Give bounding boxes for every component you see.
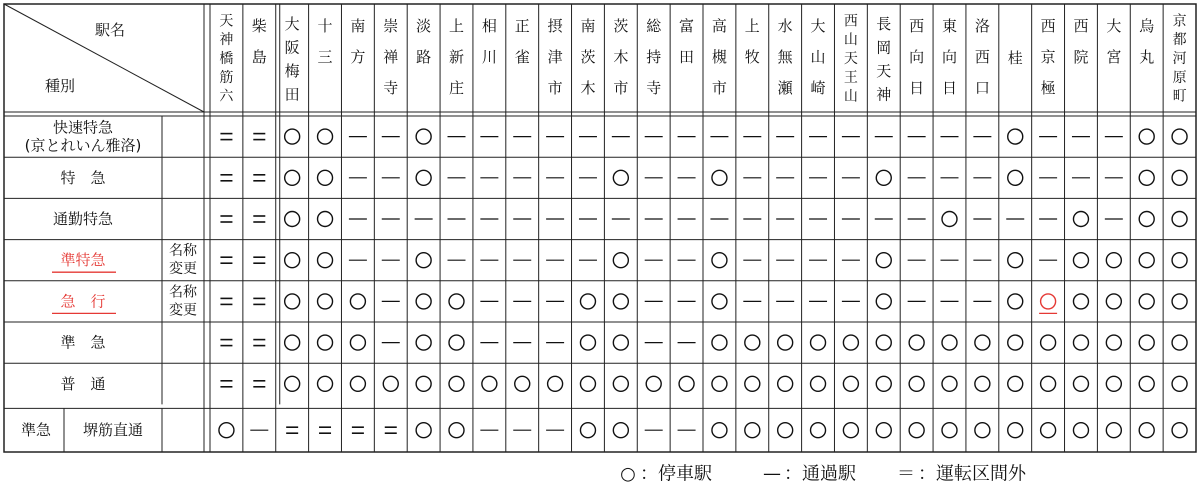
stop-mark: [416, 253, 431, 268]
stop-mark: [613, 253, 628, 268]
stop-mark: [975, 335, 990, 350]
station-label-char: 天: [219, 13, 234, 30]
stop-mark: [909, 376, 924, 391]
stop-mark: [1172, 170, 1187, 185]
train-type-label: 普 通: [60, 374, 106, 393]
stop-mark: [712, 294, 727, 309]
stop-mark: [712, 376, 727, 391]
stop-mark: [1172, 376, 1187, 391]
legend-symbol: ＝: [897, 463, 915, 485]
stop-mark: [679, 376, 694, 391]
stop-mark: [712, 335, 727, 350]
stop-mark: [876, 376, 891, 391]
stop-mark: [1073, 335, 1088, 350]
train-type-label: 通勤特急: [52, 210, 114, 228]
station-label-char: 市: [613, 79, 629, 97]
stop-mark: [449, 376, 464, 391]
station-label-char: 西: [1040, 17, 1056, 35]
station-label-char: 柴: [251, 17, 267, 35]
stop-mark: [318, 335, 333, 350]
station-label-char: 西: [843, 13, 858, 30]
stop-mark: [285, 212, 300, 227]
stop-mark: [1106, 335, 1121, 350]
stop-mark: [745, 335, 760, 350]
station-label-char: 路: [416, 48, 432, 66]
stop-mark: [1073, 212, 1088, 227]
station-label-char: 山: [810, 48, 826, 66]
station-label-char: 橋: [219, 51, 234, 67]
stop-mark: [613, 376, 628, 391]
station-label-char: 筋: [219, 69, 234, 86]
stop-mark: [285, 170, 300, 185]
stop-mark-changed: [1041, 294, 1056, 309]
station-label-char: 王: [843, 69, 858, 86]
station-label-char: 都: [1172, 32, 1187, 49]
station-label-char: 正: [514, 17, 530, 35]
station-label-char: 崇: [383, 17, 399, 35]
station-label-char: 梅: [284, 61, 300, 80]
stop-mark: [876, 335, 891, 350]
station-label-char: 茨: [580, 48, 596, 66]
stop-mark: [318, 294, 333, 309]
stop-mark: [318, 253, 333, 268]
corner-station-label: 駅名: [94, 21, 126, 39]
station-label-char: 六: [219, 88, 234, 105]
station-label-char: 田: [679, 48, 695, 66]
station-label-char: 大: [284, 14, 300, 33]
station-label-char: 極: [1040, 79, 1056, 97]
stop-mark: [1073, 294, 1088, 309]
stop-mark: [383, 376, 398, 391]
stop-mark: [778, 335, 793, 350]
station-label-char: 洛: [974, 17, 990, 35]
station-label-char: 向: [909, 48, 925, 66]
stop-mark: [1139, 253, 1154, 268]
station-label-char: 寺: [383, 79, 399, 97]
station-label-char: 大: [810, 17, 826, 35]
stop-mark: [712, 253, 727, 268]
stop-mark: [1172, 294, 1187, 309]
name-change-note: 変更: [169, 302, 197, 319]
stop-mark: [515, 376, 530, 391]
station-label-char: 相: [481, 17, 497, 35]
stop-mark: [876, 253, 891, 268]
station-label-char: 西: [974, 48, 990, 66]
station-label-char: 庄: [448, 79, 465, 97]
stop-mark: [1172, 129, 1187, 144]
station-label-char: 向: [941, 48, 958, 66]
station-label-char: 京: [1040, 48, 1056, 66]
station-label-char: 河: [1172, 51, 1187, 67]
stop-mark: [1008, 335, 1023, 350]
stop-mark: [1106, 376, 1121, 391]
stop-mark: [350, 376, 365, 391]
station-label-char: 寺: [646, 79, 662, 97]
station-label-char: 崎: [810, 79, 826, 97]
legend-symbol: —: [763, 463, 781, 485]
station-label-char: 山: [843, 88, 858, 105]
stop-mark: [1073, 423, 1088, 438]
station-label-char: 山: [843, 32, 858, 49]
stop-mark: [449, 294, 464, 309]
stop-mark: [580, 335, 595, 350]
stop-mark: [975, 423, 990, 438]
legend-symbol: ○: [620, 463, 636, 485]
station-label-char: 牧: [744, 48, 760, 66]
station-label-char: 持: [646, 48, 662, 66]
stop-mark: [1073, 253, 1088, 268]
station-label-char: 無: [777, 48, 793, 66]
stop-mark: [1139, 212, 1154, 227]
station-label-char: 宮: [1106, 48, 1122, 66]
stop-mark: [942, 335, 957, 350]
train-type-label: 準特急: [60, 251, 106, 270]
stop-mark: [1008, 129, 1023, 144]
station-label-char: 高: [711, 17, 727, 35]
station-label-char: 日: [909, 79, 925, 97]
special-subtype-label: 堺筋直通: [82, 421, 144, 440]
station-label-char: 京: [1172, 13, 1187, 30]
stop-mark: [1041, 335, 1056, 350]
station-label-char: 南: [350, 17, 366, 35]
legend-text: ：運転区間外: [918, 463, 1026, 485]
train-type-label: 特 急: [60, 168, 106, 187]
stop-mark: [1139, 294, 1154, 309]
station-label-char: 日: [941, 79, 958, 97]
stop-mark: [942, 376, 957, 391]
station-label-char: 烏: [1139, 17, 1155, 35]
stop-mark: [1041, 423, 1056, 438]
stop-mark: [1139, 129, 1154, 144]
stop-mark: [1139, 376, 1154, 391]
stop-mark: [613, 170, 628, 185]
train-type-label: 快速特急: [52, 118, 114, 137]
station-label-char: 茨: [613, 17, 629, 35]
stop-mark: [1008, 376, 1023, 391]
stop-mark: [416, 129, 431, 144]
stop-mark: [1008, 253, 1023, 268]
stop-mark: [1106, 294, 1121, 309]
station-label-char: 院: [1073, 48, 1089, 66]
stop-mark: [1139, 335, 1154, 350]
legend-text: ：通過駅: [784, 463, 856, 485]
stop-mark: [1106, 423, 1121, 438]
stop-mark: [1139, 170, 1154, 185]
name-change-note: 変更: [169, 261, 197, 278]
stop-mark: [580, 376, 595, 391]
stop-mark: [285, 253, 300, 268]
station-label-char: 新: [448, 48, 465, 66]
stop-mark: [580, 423, 595, 438]
stop-mark: [646, 376, 661, 391]
stop-mark: [1008, 423, 1023, 438]
station-label-char: 西: [909, 17, 925, 35]
stop-mark: [811, 376, 826, 391]
stop-mark: [778, 376, 793, 391]
stop-mark: [350, 335, 365, 350]
stop-mark: [350, 294, 365, 309]
stop-mark: [449, 423, 464, 438]
stop-mark: [580, 294, 595, 309]
stop-mark: [285, 335, 300, 350]
station-label-char: 津: [547, 48, 563, 66]
station-label-char: 田: [284, 85, 300, 104]
stop-mark: [285, 376, 300, 391]
station-label-char: 木: [613, 48, 629, 66]
station-label-char: 神: [876, 85, 892, 104]
stop-mark: [285, 294, 300, 309]
station-label-char: 大: [1106, 17, 1122, 35]
station-label-char: 槻: [711, 48, 727, 66]
stop-mark: [975, 376, 990, 391]
station-label-char: 川: [481, 48, 497, 66]
station-label-char: 上: [448, 17, 465, 35]
stop-mark: [1172, 423, 1187, 438]
stop-mark: [778, 423, 793, 438]
station-label-char: 瀬: [777, 79, 793, 97]
stop-mark: [416, 170, 431, 185]
stop-mark: [1172, 335, 1187, 350]
stop-mark: [318, 376, 333, 391]
station-label-char: 丸: [1139, 48, 1155, 66]
station-label-char: 市: [547, 79, 563, 97]
stop-mark: [1008, 170, 1023, 185]
table-frame: [4, 4, 1196, 452]
station-label-char: 長: [876, 14, 892, 33]
station-label-char: 富: [679, 17, 695, 35]
stop-mark: [942, 423, 957, 438]
stop-mark: [843, 423, 858, 438]
corner-type-label: 種別: [44, 77, 76, 95]
station-label-char: 総: [646, 17, 662, 35]
station-label-char: 桂: [1007, 49, 1023, 67]
station-label-char: 天: [843, 51, 858, 67]
stop-mark: [1106, 253, 1121, 268]
stop-mark: [318, 170, 333, 185]
special-type-label: 準急: [20, 421, 52, 440]
station-label-char: 摂: [547, 17, 563, 35]
station-label-char: 木: [580, 79, 596, 97]
name-change-note: 名称: [169, 284, 197, 301]
station-label-char: 雀: [514, 48, 530, 66]
legend-text: ：停車駅: [640, 463, 712, 485]
stop-mark: [416, 423, 431, 438]
station-label-char: 町: [1172, 88, 1187, 105]
stop-mark: [1172, 212, 1187, 227]
stop-mark: [318, 212, 333, 227]
station-label-char: 岡: [876, 38, 892, 57]
stop-mark: [416, 335, 431, 350]
stop-mark: [876, 170, 891, 185]
stop-mark: [548, 376, 563, 391]
stop-mark: [1008, 294, 1023, 309]
train-type-label: 準 急: [60, 333, 106, 352]
stop-mark: [1041, 376, 1056, 391]
name-change-note: 名称: [169, 243, 197, 260]
stop-mark: [613, 423, 628, 438]
station-label-char: 神: [219, 32, 234, 49]
stop-mark: [811, 335, 826, 350]
station-label-char: 原: [1172, 69, 1187, 86]
stop-mark: [843, 376, 858, 391]
stop-mark: [482, 376, 497, 391]
stop-mark: [811, 423, 826, 438]
stop-mark: [416, 376, 431, 391]
stop-mark: [318, 129, 333, 144]
stop-mark: [942, 212, 957, 227]
station-label-char: 十: [317, 17, 333, 35]
station-label-char: 禅: [383, 48, 399, 66]
stop-mark: [1073, 376, 1088, 391]
stop-mark: [843, 335, 858, 350]
stop-mark: [712, 423, 727, 438]
stop-mark: [449, 335, 464, 350]
stop-mark: [285, 129, 300, 144]
stop-mark: [745, 376, 760, 391]
station-label-char: 口: [974, 79, 990, 97]
station-label-char: 南: [580, 17, 596, 35]
stop-mark: [1172, 253, 1187, 268]
station-label-char: 上: [744, 17, 760, 35]
station-label-char: 市: [711, 79, 727, 97]
station-label-char: 阪: [284, 38, 300, 57]
train-type-sublabel: (京とれいん雅洛): [24, 136, 142, 155]
stop-mark: [745, 423, 760, 438]
stop-mark: [876, 423, 891, 438]
station-label-char: 水: [777, 17, 793, 35]
stop-mark: [219, 423, 234, 438]
station-label-char: 島: [251, 48, 267, 66]
stop-mark: [613, 335, 628, 350]
stop-mark: [416, 294, 431, 309]
stop-mark: [876, 294, 891, 309]
stop-mark: [613, 294, 628, 309]
stop-mark: [712, 170, 727, 185]
stop-mark: [909, 423, 924, 438]
station-label-char: 天: [876, 61, 892, 80]
station-label-char: 三: [317, 48, 333, 66]
train-type-label: 急 行: [60, 292, 106, 311]
station-label-char: 淡: [416, 17, 432, 35]
station-label-char: 方: [350, 48, 366, 66]
station-label-char: 東: [941, 17, 958, 35]
stop-mark: [1139, 423, 1154, 438]
station-label-char: 西: [1073, 17, 1089, 35]
stop-mark: [909, 335, 924, 350]
